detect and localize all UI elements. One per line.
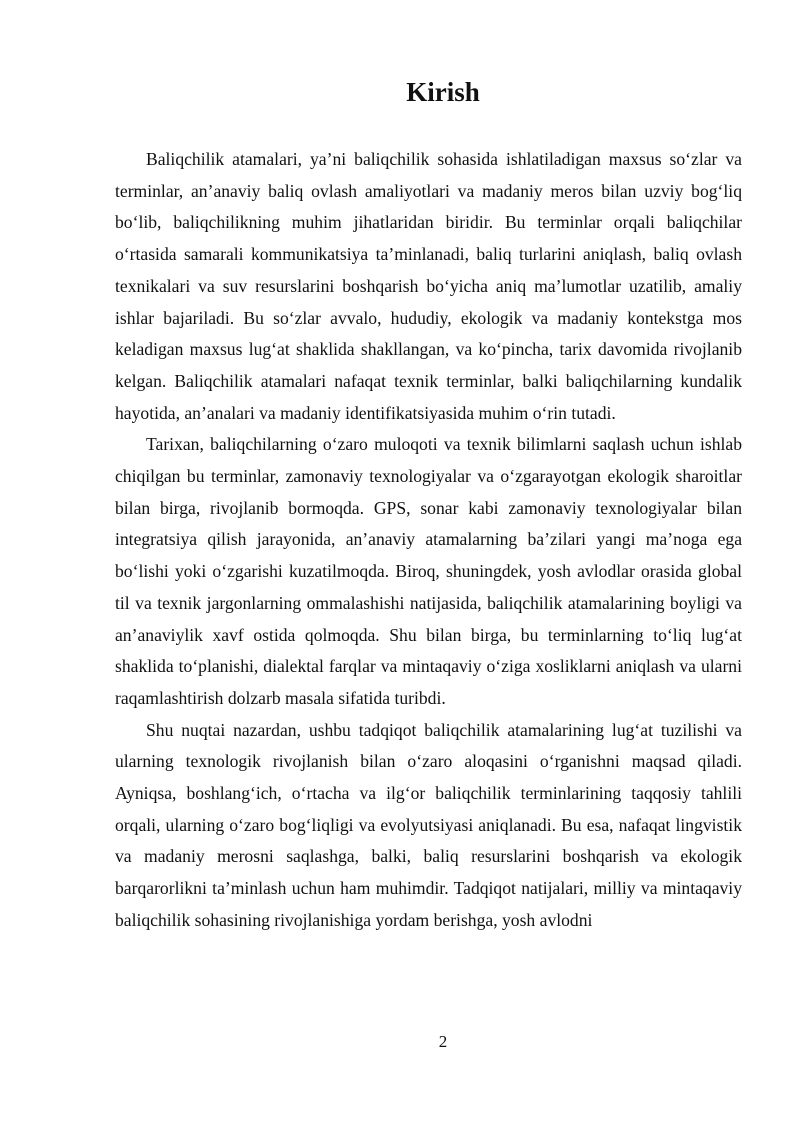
page-number: 2 [438,1032,448,1051]
paragraph: Tarixan, baliqchilarning o‘zaro muloqoti va texnik bilimlarni saqlash uchun ishlab chiqilgan bu terminlar, zamonaviy texnologiyalar va o‘zgarayotgan ekologik sharoitlar bilan birga, rivojlanib bormoqda. GPS, sonar kabi zamonaviy texnologiyalar bilan integratsiya qilish jarayonida, an’anaviy atamalarning ba’zilari yangi ma’noga ega bo‘lishi yoki o‘zgarishi kuzatilmoqda. Biroq, shuningdek, yosh avlodlar orasida global til va texnik jargonlarning ommalashishi natijasida, baliqchilik atamalarining boyligi va an’anaviylik xavf ostida qolmoqda. Shu bilan birga, bu terminlarning to‘liq lug‘at shaklida to‘planishi, dialektal farqlar va mintaqaviy o‘ziga xosliklarni aniqlash va ularni raqamlashtirish dolzarb masala sifatida turibdi. [115,434,742,708]
paragraph: Shu nuqtai nazardan, ushbu tadqiqot baliqchilik atamalarining lug‘at tuzilishi va ularning texnologik rivojlanish bilan o‘zaro aloqasini o‘rganishni maqsad qiladi. Ayniqsa, boshlang‘ich, o‘rtacha va ilg‘or baliqchilik terminlarining taqqosiy tahlili orqali, ularning o‘zaro bog‘liqligi va evolyutsiyasi aniqlanadi. Bu esa, nafaqat lingvistik va madaniy merosni saqlashga, balki, baliq resurslarini boshqarish va ekologik barqarorlikni ta’minlash uchun ham muhimdir. Tadqiqot natijalari, milliy va mintaqaviy baliqchilik sohasining rivojlanishiga yordam berishga, yosh avlodni [115,719,742,930]
document-body [115,144,742,937]
page-title: Kirish [406,77,480,107]
paragraph: Baliqchilik atamalari, ya’ni baliqchilik sohasida ishlatiladigan maxsus so‘zlar va terminlar, an’anaviy baliq ovlash amaliyotlari va madaniy meros bilan uzviy bog‘liq bo‘lib, baliqchilikning muhim jihatlaridan biridir. Bu terminlar orqali baliqchilar o‘rtasida samarali kommunikatsiya ta’minlanadi, baliq turlarini aniqlash, baliq ovlash texnikalari va suv resurslarini boshqarish bo‘yicha aniq ma’lumotlar uzatilib, amaliy ishlar bajariladi. Bu so‘zlar avvalo, hududiy, ekologik va madaniy kontekstga mos keladigan maxsus lug‘at shaklida shakllangan, va ko‘pincha, tarix davomida rivojlanib kelgan. Baliqchilik atamalari nafaqat texnik terminlar, balki baliqchilarning kundalik hayotida, an’analari va madaniy identifikatsiyasida muhim o‘rin tutadi. [115,149,742,423]
